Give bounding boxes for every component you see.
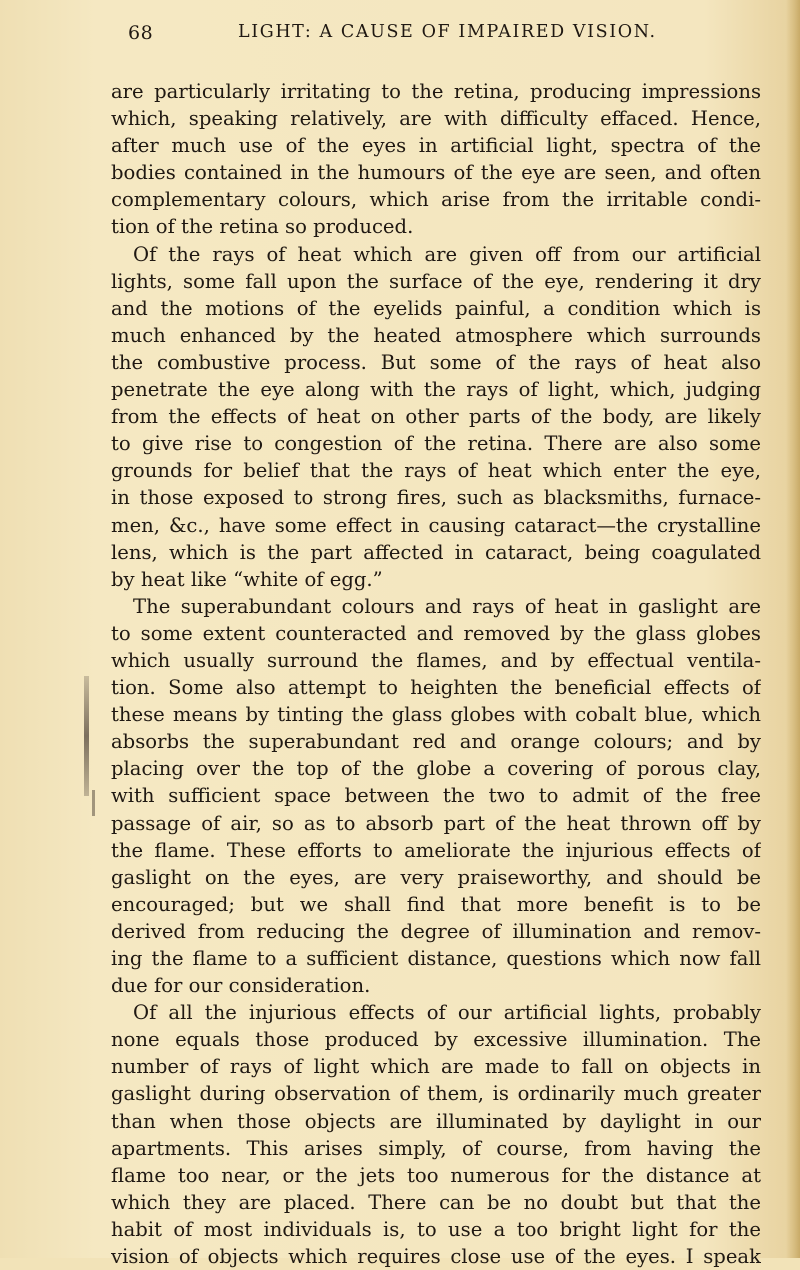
text-line: gaslight on the eyes, are very praiseworthy, and should be xyxy=(111,865,761,889)
text-line: gaslight during observation of them, is ordinarily much greater xyxy=(111,1082,761,1106)
text-line: which they are placed. There can be no doubt but that the xyxy=(111,1190,761,1214)
text-line: due for our consideration. xyxy=(111,974,371,998)
text-line: and the motions of the eyelids painful, a condition which is xyxy=(111,296,761,320)
text-line: vision of objects which requires close use of the eyes. I speak xyxy=(111,1245,761,1269)
text-line: apartments. This arises simply, of course, from having the xyxy=(111,1136,761,1160)
body-text xyxy=(111,78,761,1270)
text-line: flame too near, or the jets too numerous for the distance at xyxy=(111,1163,761,1187)
text-line: ing the flame to a sufficient distance, questions which now fall xyxy=(111,947,761,970)
text-line: the flame. These efforts to ameliorate the injurious effects of xyxy=(111,838,761,862)
text-line: absorbs the superabundant red and orange colours; and by xyxy=(111,730,761,754)
text-line: tion. Some also attempt to heighten the beneficial effects of xyxy=(111,676,761,700)
text-line: from the effects of heat on other parts of the body, are likely xyxy=(111,405,761,429)
text-line: much enhanced by the heated atmosphere which surrounds xyxy=(111,323,761,347)
text-line: lights, some fall upon the surface of the eye, rendering it dry xyxy=(111,269,761,293)
text-line: Of the rays of heat which are given off from our artificial xyxy=(133,242,761,266)
text-line: are particularly irritating to the retina, producing impressions xyxy=(111,80,761,103)
text-line: placing over the top of the globe a covering of porous clay, xyxy=(111,757,761,781)
page-edge-shadow xyxy=(786,0,800,1258)
text-line: complementary colours, which arise from the irritable condi- xyxy=(111,188,761,212)
text-line: tion of the retina so produced. xyxy=(111,215,414,239)
text-line: the combustive process. But some of the rays of heat also xyxy=(111,350,761,374)
text-line: to give rise to congestion of the retina. There are also some xyxy=(111,432,761,456)
text-line: to some extent counteracted and removed by the glass globes xyxy=(111,621,761,645)
text-line: in those exposed to strong fires, such as blacksmiths, furnace- xyxy=(111,486,761,510)
text-line: habit of most individuals is, to use a too bright light for the xyxy=(111,1217,761,1241)
text-line: penetrate the eye along with the rays of light, which, judging xyxy=(111,378,761,402)
running-head: LIGHT: A CAUSE OF IMPAIRED VISION. xyxy=(238,22,657,42)
text-line: Of all the injurious effects of our artificial lights, probably xyxy=(133,1001,761,1025)
text-line: derived from reducing the degree of illumination and remov- xyxy=(111,919,761,943)
text-line: by heat like “white of egg.” xyxy=(111,567,383,591)
binding-mark-small xyxy=(92,790,95,816)
text-line: grounds for belief that the rays of heat which enter the eye, xyxy=(111,459,761,483)
text-line: number of rays of light which are made to fall on objects in xyxy=(111,1055,761,1079)
text-line: bodies contained in the humours of the eye are seen, and often xyxy=(111,161,761,185)
text-line: passage of air, so as to absorb part of the heat thrown off by xyxy=(111,811,761,835)
page-header xyxy=(0,22,800,50)
text-line: which, speaking relatively, are with difficulty effaced. Hence, xyxy=(111,107,761,131)
page-number: 68 xyxy=(128,22,154,44)
text-line: none equals those produced by excessive illumination. The xyxy=(111,1028,761,1052)
text-line: lens, which is the part affected in cataract, being coagulated xyxy=(111,540,761,564)
text-line: The superabundant colours and rays of heat in gaslight are xyxy=(133,594,761,618)
text-line: encouraged; but we shall find that more benefit is to be xyxy=(111,892,761,916)
text-line: men, &c., have some effect in causing cataract—the crystalline xyxy=(111,513,761,537)
text-line: after much use of the eyes in artificial light, spectra of the xyxy=(111,134,761,158)
binding-mark xyxy=(84,676,89,796)
text-line: with sufficient space between the two to admit of the free xyxy=(111,784,761,808)
text-line: than when those objects are illuminated by daylight in our xyxy=(111,1109,761,1133)
text-line: these means by tinting the glass globes with cobalt blue, which xyxy=(111,703,761,727)
text-line: which usually surround the flames, and by effectual ventila- xyxy=(111,648,761,672)
